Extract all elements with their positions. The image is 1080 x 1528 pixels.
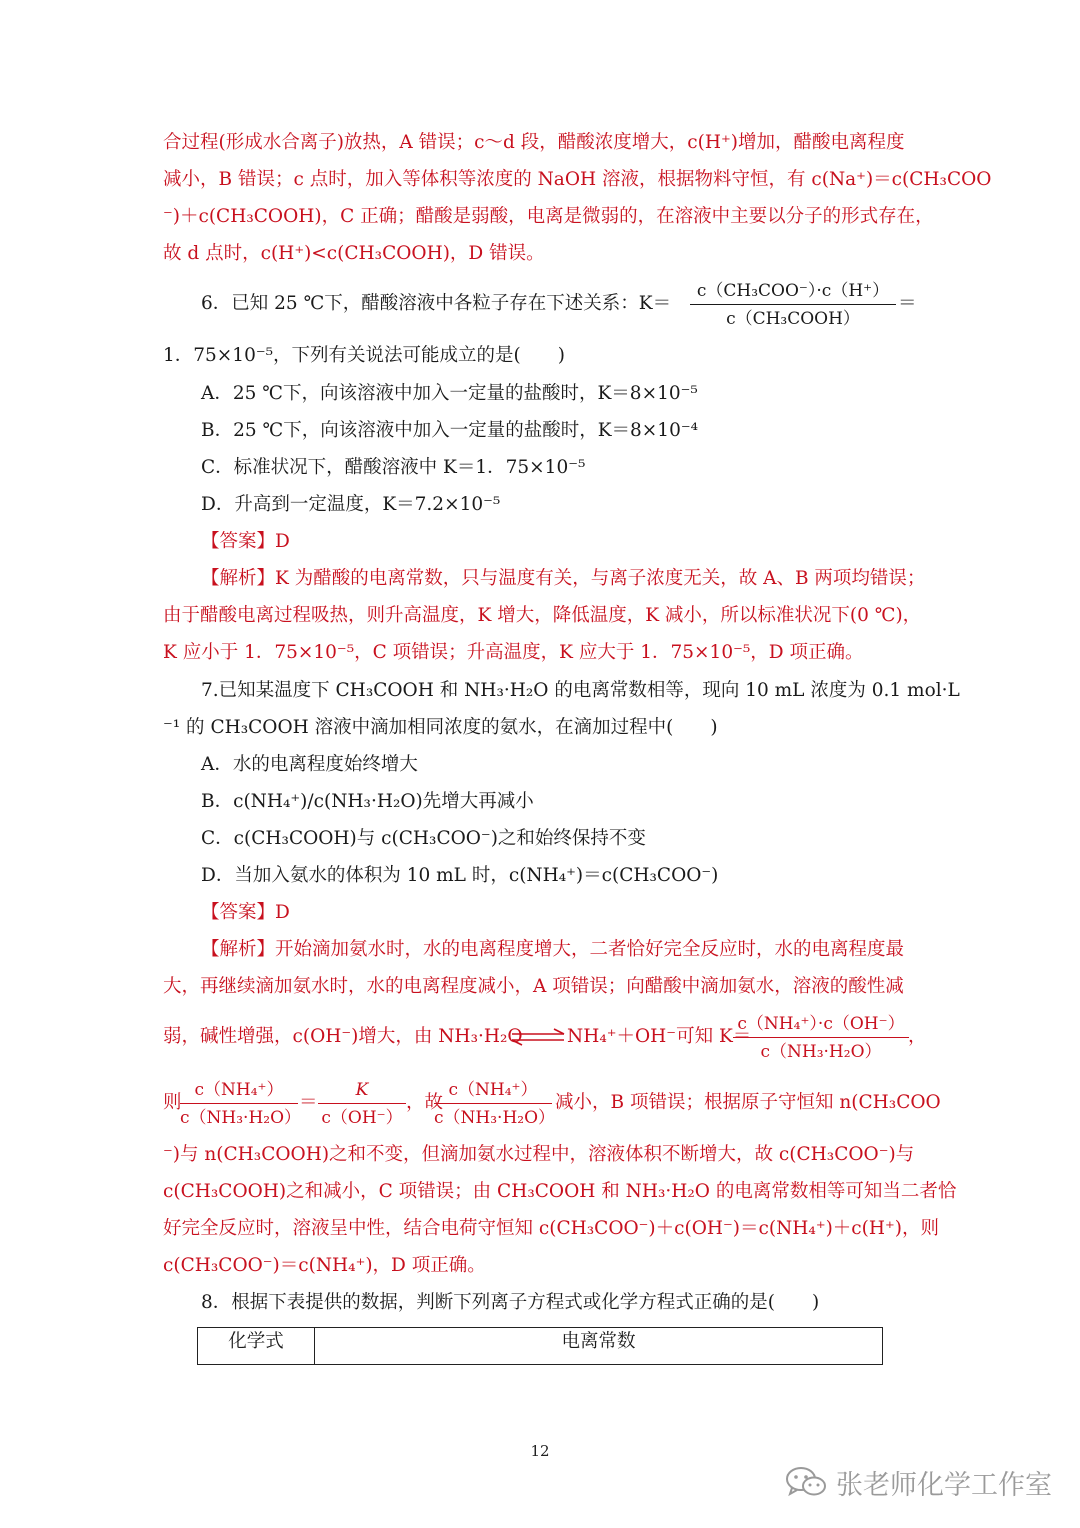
wechat-icon <box>784 1465 828 1499</box>
k-ammonia-fraction <box>733 1012 909 1064</box>
equals-sign: ＝ <box>299 1092 318 1113</box>
watermark <box>784 1462 1052 1502</box>
table-header-formula: 化学式 <box>198 1328 315 1364</box>
explanation-line: 由于醋酸电离过程吸热，则升高温度，K 增大，降低温度，K 减小，所以标准状况下(0 ℃)， <box>163 605 922 626</box>
fraction-denominator: c（NH₃·H₂O） <box>180 1108 302 1128</box>
option-A: A．水的电离程度始终增大 <box>201 754 418 775</box>
question-7-continued: ⁻¹ 的 CH₃COOH 溶液中滴加相同浓度的氨水，在滴加过程中( ) <box>163 717 718 738</box>
page-number: 12 <box>530 1442 550 1460</box>
equals-sign: ＝ <box>898 293 917 314</box>
option-A: A．25 ℃下，向该溶液中加入一定量的盐酸时，K＝8×10⁻⁵ <box>201 383 698 404</box>
fraction-denominator: c（OH⁻） <box>321 1108 403 1128</box>
ionization-constant-table <box>197 1327 883 1365</box>
explanation-text: ，故 <box>406 1092 444 1113</box>
explanation-line: 好完全反应时，溶液呈中性，结合电荷守恒知 c(CH₃COO⁻)＋c(OH⁻)＝c(NH₄⁺)＋c(H⁺)，则 <box>163 1218 939 1239</box>
option-B: B．c(NH₄⁺)/c(NH₃·H₂O)先增大再减小 <box>201 791 534 812</box>
option-C: C．c(CH₃COOH)与 c(CH₃COO⁻)之和始终保持不变 <box>201 828 646 849</box>
fraction-bar <box>180 1103 298 1104</box>
watermark-text: 张老师化学工作室 <box>836 1469 1052 1501</box>
explanation-text: 减小，B 项错误；根据原子守恒知 n(CH₃COO <box>555 1092 941 1113</box>
option-C: C．标准状况下，醋酸溶液中 K＝1．75×10⁻⁵ <box>201 457 586 478</box>
answer-label: 【答案】D <box>201 531 290 552</box>
explanation-line: K 应小于 1．75×10⁻⁵，C 项错误；升高温度，K 应大于 1．75×10⁻⁵，D 项正确。 <box>163 642 864 663</box>
explanation-text: 则 <box>163 1092 182 1113</box>
text-line: 减小，B 错误；c 点时，加入等体积等浓度的 NaOH 溶液，根据物料守恒，有 c(Na⁺)＝c(CH₃COO <box>163 169 992 190</box>
option-B: B．25 ℃下，向该溶液中加入一定量的盐酸时，K＝8×10⁻⁴ <box>201 420 699 441</box>
question-7: 7.已知某温度下 CH₃COOH 和 NH₃·H₂O 的电离常数相等，现向 10 mL 浓度为 0.1 mol·L <box>201 680 960 701</box>
question-6-continued: 1．75×10⁻⁵，下列有关说法可能成立的是( ) <box>163 345 565 366</box>
ratio-fraction <box>434 1078 556 1130</box>
ratio-fraction <box>180 1078 302 1130</box>
text-line: 合过程(形成水合离子)放热，A 错误；c～d 段，醋酸浓度增大，c(H⁺)增加，醋酸电离程度 <box>163 132 905 153</box>
option-D: D．升高到一定温度，K＝7.2×10⁻⁵ <box>201 494 501 515</box>
fraction-numerator: c（NH₄⁺） <box>448 1080 538 1100</box>
k-over-oh-fraction <box>318 1078 406 1130</box>
question-6: 6．已知 25 ℃下，醋酸溶液中各粒子存在下述关系：K＝ <box>201 293 672 314</box>
question-8: 8．根据下表提供的数据，判断下列离子方程式或化学方程式正确的是( ) <box>201 1292 820 1313</box>
explanation-line: NH₄⁺＋OH⁻可知 K＝ <box>567 1026 752 1047</box>
explanation-line: 弱，碱性增强，c(OH⁻)增大，由 NH₃·H₂O <box>163 1026 523 1047</box>
fraction-numerator: c（NH₄⁺） <box>194 1080 284 1100</box>
fraction-numerator: c（NH₄⁺）·c（OH⁻） <box>737 1014 905 1034</box>
fraction-denominator: c（NH₃·H₂O） <box>760 1042 882 1062</box>
fraction-bar <box>733 1037 909 1038</box>
explanation-line: c(CH₃COOH)之和减小，C 项错误；由 CH₃COOH 和 NH₃·H₂O 的电离常数相等可知当二者恰 <box>163 1181 957 1202</box>
fraction-bar <box>318 1103 406 1104</box>
fraction-numerator: c（CH₃COO⁻）·c（H⁺） <box>696 281 890 301</box>
fraction-bar <box>434 1103 552 1104</box>
option-D: D．当加入氨水的体积为 10 mL 时，c(NH₄⁺)＝c(CH₃COO⁻) <box>201 865 719 886</box>
k-formula-fraction <box>690 279 896 331</box>
text-line: 故 d 点时，c(H⁺)<c(CH₃COOH)，D 错误。 <box>163 243 545 264</box>
table-header-constant: 电离常数 <box>561 1331 636 1352</box>
explanation-line: 【解析】开始滴加氨水时，水的电离程度增大，二者恰好完全反应时，水的电离程度最 <box>201 939 905 960</box>
text-line: ⁻)＋c(CH₃COOH)，C 正确；醋酸是弱酸，电离是微弱的，在溶液中主要以分子的形式存在， <box>163 206 934 227</box>
reversible-arrow-icon <box>510 1028 566 1046</box>
fraction-bar <box>690 304 896 305</box>
fraction-numerator: K <box>355 1080 369 1100</box>
explanation-line: c(CH₃COO⁻)＝c(NH₄⁺)，D 项正确。 <box>163 1255 486 1276</box>
explanation-line: ⁻)与 n(CH₃COOH)之和不变，但滴加氨水过程中，溶液体积不断增大，故 c(CH₃COO⁻)与 <box>163 1144 915 1165</box>
explanation-line: 【解析】K 为醋酸的电离常数，只与温度有关，与离子浓度无关，故 A、B 两项均错误； <box>201 568 926 589</box>
explanation-line: 大，再继续滴加氨水时，水的电离程度减小，A 项错误；向醋酸中滴加氨水，溶液的酸性减 <box>163 976 904 997</box>
comma: ， <box>908 1026 927 1047</box>
answer-label: 【答案】D <box>201 902 290 923</box>
fraction-denominator: c（CH₃COOH） <box>726 309 860 329</box>
fraction-denominator: c（NH₃·H₂O） <box>434 1108 556 1128</box>
